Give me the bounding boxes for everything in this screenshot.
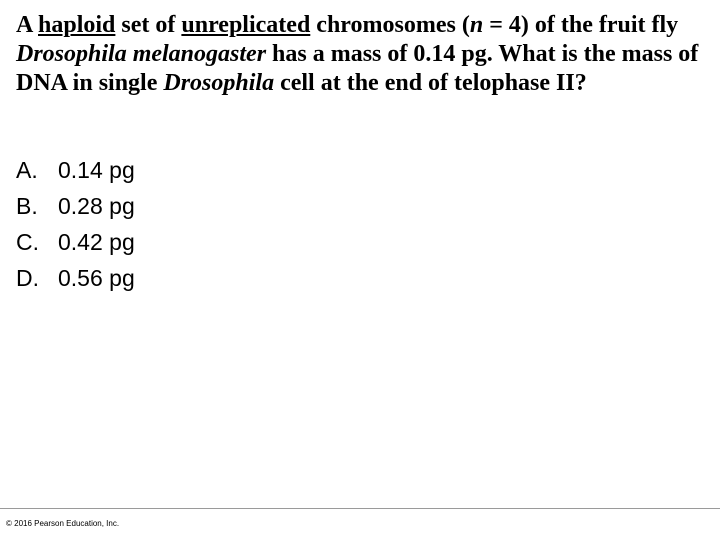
copyright-notice: © 2016 Pearson Education, Inc. — [6, 519, 120, 528]
choice-letter: C. — [16, 229, 39, 255]
choice-text: 0.42 pg — [58, 229, 135, 255]
choice-letter: A. — [16, 157, 38, 183]
answer-choice-b — [16, 188, 135, 224]
answer-choice-a — [16, 152, 135, 188]
question-part: A — [16, 12, 39, 38]
question-part: cell at the end of telophase II? — [274, 70, 587, 96]
term-unreplicated: unreplicated — [181, 12, 311, 38]
species-name: Drosophila melanogaster — [16, 41, 267, 67]
question-part: chromosomes ( — [310, 12, 470, 38]
choice-text: 0.28 pg — [58, 193, 135, 219]
question-part: has a mass of 0.14 pg. What is the mass of DNA in single — [16, 41, 699, 96]
question-text — [16, 11, 706, 98]
answer-choice-c — [16, 224, 135, 260]
question-part: set of — [115, 12, 182, 38]
question-part: = 4) of the fruit fly — [483, 12, 679, 38]
choice-letter: D. — [16, 265, 39, 291]
choice-text: 0.14 pg — [58, 157, 135, 183]
answer-choice-d — [16, 260, 135, 296]
footer-divider — [0, 508, 720, 509]
choice-letter: B. — [16, 193, 38, 219]
choice-text: 0.56 pg — [58, 265, 135, 291]
term-haploid: haploid — [38, 12, 116, 38]
answer-choices — [16, 152, 135, 296]
variable-n: n — [469, 12, 484, 38]
genus-name: Drosophila — [163, 70, 275, 96]
